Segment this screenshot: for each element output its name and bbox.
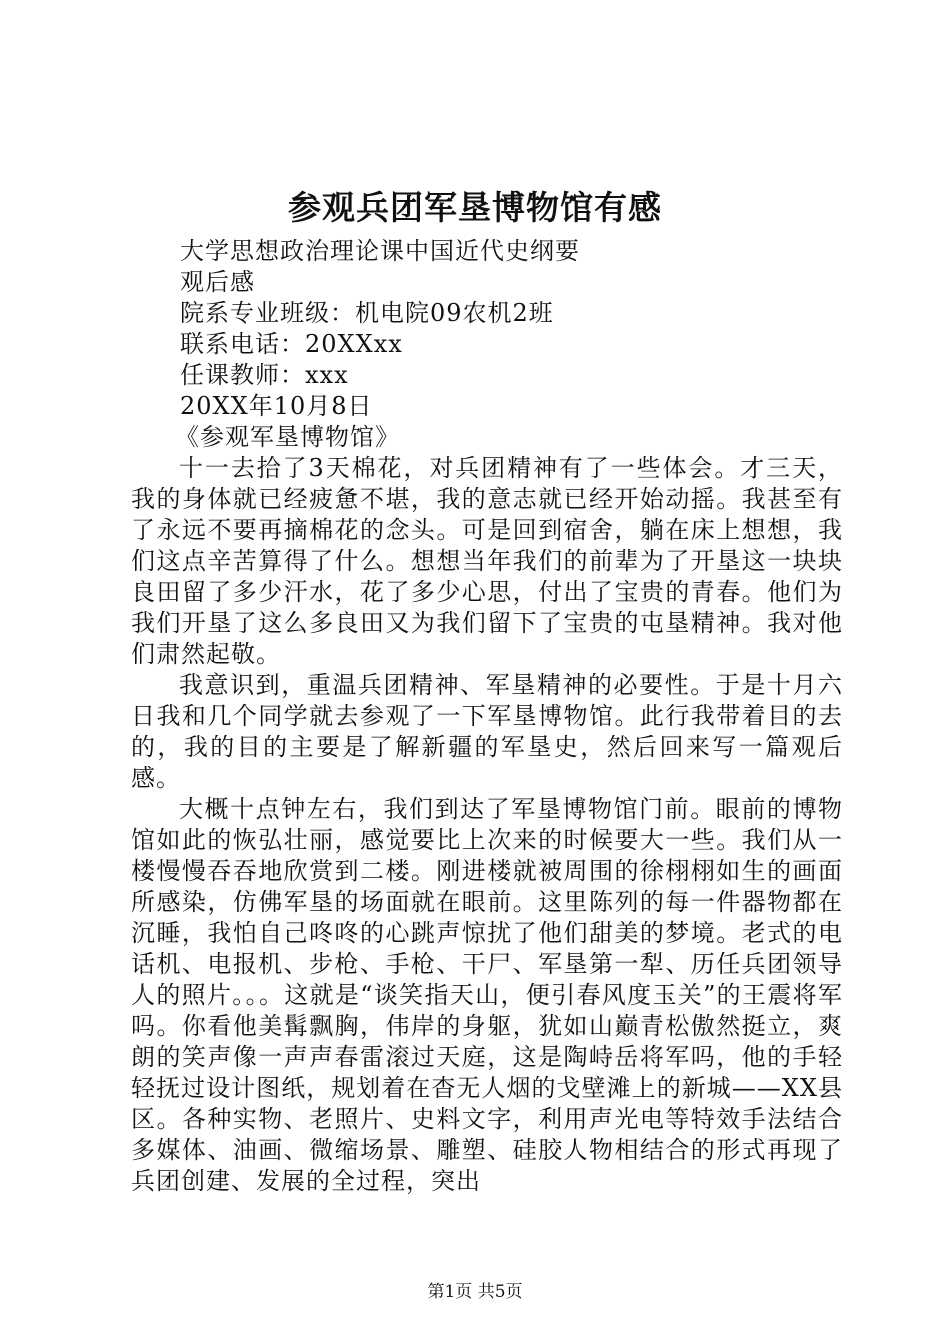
body-paragraph-2: 我意识到，重温兵团精神、军垦精神的必要性。于是十月六日我和几个同学就去参观了一下军垦博物馆。此行我带着目的去的，我的目的主要是了解新疆的军垦史，然后回来写一篇观后感。 xyxy=(131,671,843,792)
meta-line-teacher: 任课教师：xxx xyxy=(180,361,349,389)
meta-line-date: 20XX年10月8日 xyxy=(180,392,373,420)
body-paragraph-3: 大概十点钟左右，我们到达了军垦博物馆门前。眼前的博物馆如此的恢弘壮丽，感觉要比上次来的时候要大一些。我们从一楼慢慢吞吞地欣赏到二楼。刚进楼就被周围的徐栩栩如生的画面所感染，仿佛军垦的场面就在眼前。这里陈列的每一件器物都在沉睡，我怕自己咚咚的心跳声惊扰了他们甜美的梦境。老式的电话机、电报机、步枪、手枪、干尸、军垦第一犁、历任兵团领导人的照片。。。这就是“谈笑指天山，便引春风度玉关”的王震将军吗。你看他美髯飘胸，伟岸的身躯，犹如山巅青松傲然挺立，爽朗的笑声像一声声春雷滚过天庭，这是陶峙岳将军吗，他的手轻轻抚过设计图纸，规划着在杳无人烟的戈壁滩上的新城——XX县区。各种实物、老照片、史料文字，利用声光电等特效手法结合多媒体、油画、微缩场景、雕塑、硅胶人物相结合的形式再现了兵团创建、发展的全过程，突出 xyxy=(131,795,843,1195)
meta-line-subtitle: 《参观军垦博物馆》 xyxy=(175,423,400,451)
meta-line-phone: 联系电话：20XXxx xyxy=(180,330,403,358)
meta-line-course: 大学思想政治理论课中国近代史纲要 xyxy=(180,237,580,265)
meta-line-type: 观后感 xyxy=(180,268,255,296)
document-meta xyxy=(175,236,880,453)
document-body xyxy=(131,453,843,1197)
document-title: 参观兵团军垦博物馆有感 xyxy=(288,188,662,227)
meta-line-class: 院系专业班级：机电院09农机2班 xyxy=(180,299,554,327)
body-paragraph-1: 十一去拾了3天棉花，对兵团精神有了一些体会。才三天，我的身体就已经疲惫不堪，我的意志就已经开始动摇。我甚至有了永远不要再摘棉花的念头。可是回到宿舍，躺在床上想想，我们这点辛苦算得了什么。想想当年我们的前辈为了开垦这一块块良田留了多少汗水，花了多少心思，付出了宝贵的青春。他们为我们开垦了这么多良田又为我们留下了宝贵的屯垦精神。我对他们肃然起敬。 xyxy=(131,454,843,668)
page-footer: 第1页 共5页 xyxy=(427,1282,523,1302)
